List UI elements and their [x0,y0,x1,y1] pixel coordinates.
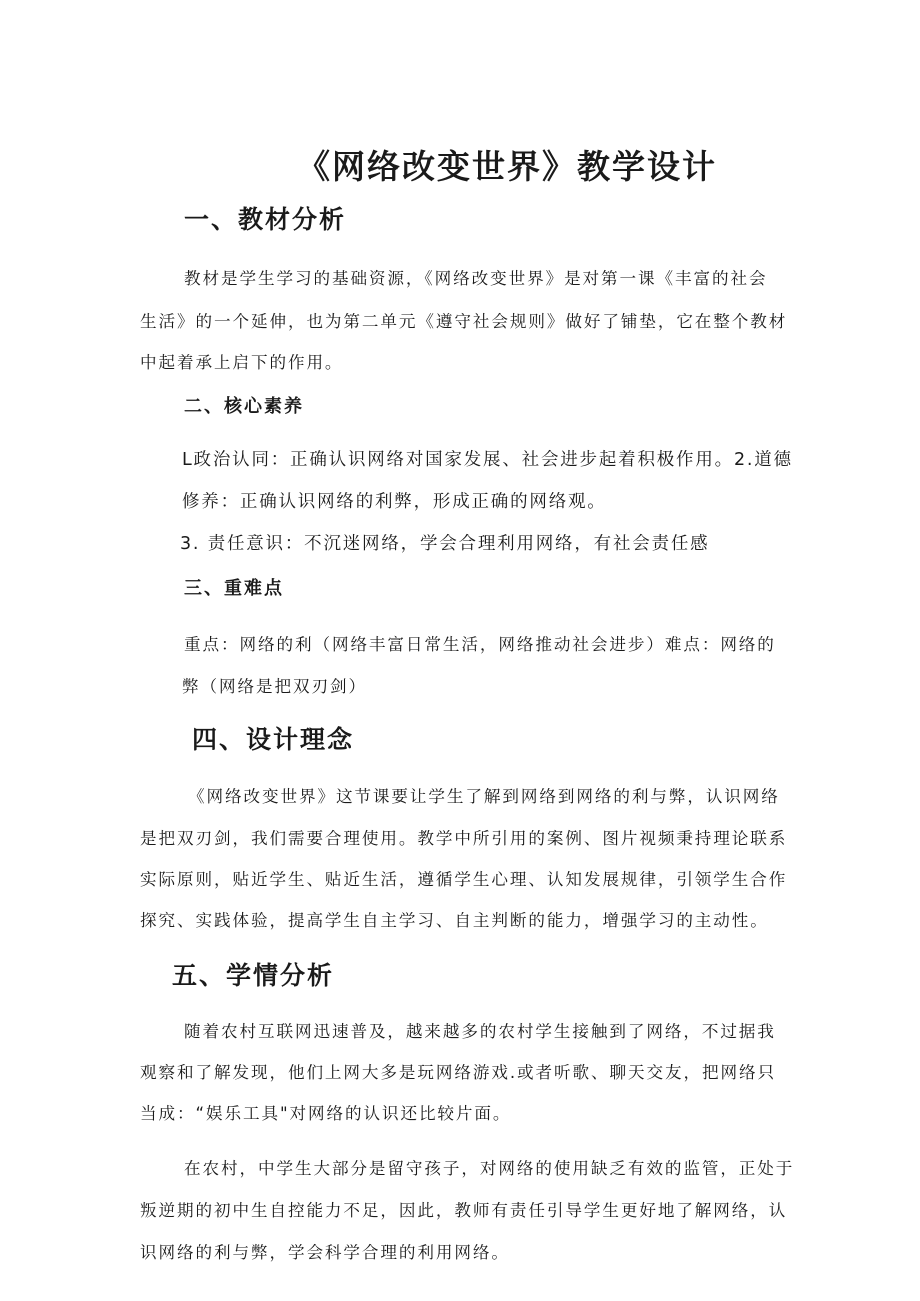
paragraph-line: 叛逆期的初中生自控能力不足，因此，教师有责任引导学生更好地了解网络，认 [140,1201,788,1220]
paragraph-line: 《网络改变世界》这节课要让学生了解到网络到网络的利与弊，认识网络 [188,787,780,806]
paragraph-line: 生活》的一个延伸，也为第二单元《遵守社会规则》做好了铺垫，它在整个教材 [140,312,788,331]
paragraph-line: 弊（网络是把双刃剑） [182,677,367,696]
document-title: 《网络改变世界》教学设计 [297,147,717,186]
section-heading-key-points: 三、重难点 [184,578,284,599]
section-heading-student-analysis: 五、学情分析 [172,961,335,990]
paragraph-line: 识网络的利与弊，学会科学合理的利用网络。 [140,1243,510,1262]
paragraph-line: 中起着承上启下的作用。 [140,353,344,372]
paragraph-line: 修养：正确认识网络的利弊，形成正确的网络观。 [182,492,607,512]
section-heading-design-concept: 四、设计理念 [192,725,355,754]
section-heading-core-literacy: 二、核心素养 [184,396,304,417]
paragraph-line: 当成：“娱乐工具"对网络的认识还比较片面。 [140,1104,512,1123]
paragraph-line: 探究、实践体验，提高学生自主学习、自主判断的能力，增强学习的主动性。 [140,911,769,930]
paragraph-line: 3. 责任意识：不沉迷网络，学会合理利用网络，有社会责任感 [180,534,710,554]
paragraph-line: L政治认同：正确认识网络对国家发展、社会进步起着积极作用。2.道德 [182,450,793,470]
paragraph-line: 观察和了解发现，他们上网大多是玩网络游戏.或者听歌、聊天交友，把网络只 [140,1063,776,1082]
paragraph-line: 是把双刃剑，我们需要合理使用。教学中所引用的案例、图片视频秉持理论联系 [140,829,788,848]
paragraph-line: 在农村，中学生大部分是留守孩子，对网络的使用缺乏有效的监管，正处于 [184,1159,795,1178]
paragraph-line: 重点：网络的利（网络丰富日常生活，网络推动社会进步）难点：网络的 [184,635,776,654]
paragraph-line: 实际原则，贴近学生、贴近生活，遵循学生心理、认知发展规律，引领学生合作 [140,870,788,889]
section-heading-textbook-analysis: 一、教材分析 [184,205,347,234]
paragraph-line: 教材是学生学习的基础资源，《网络改变世界》是对第一课《丰富的社会 [184,269,768,288]
paragraph-line: 随着农村互联网迅速普及，越来越多的农村学生接触到了网络，不过据我 [184,1022,776,1041]
